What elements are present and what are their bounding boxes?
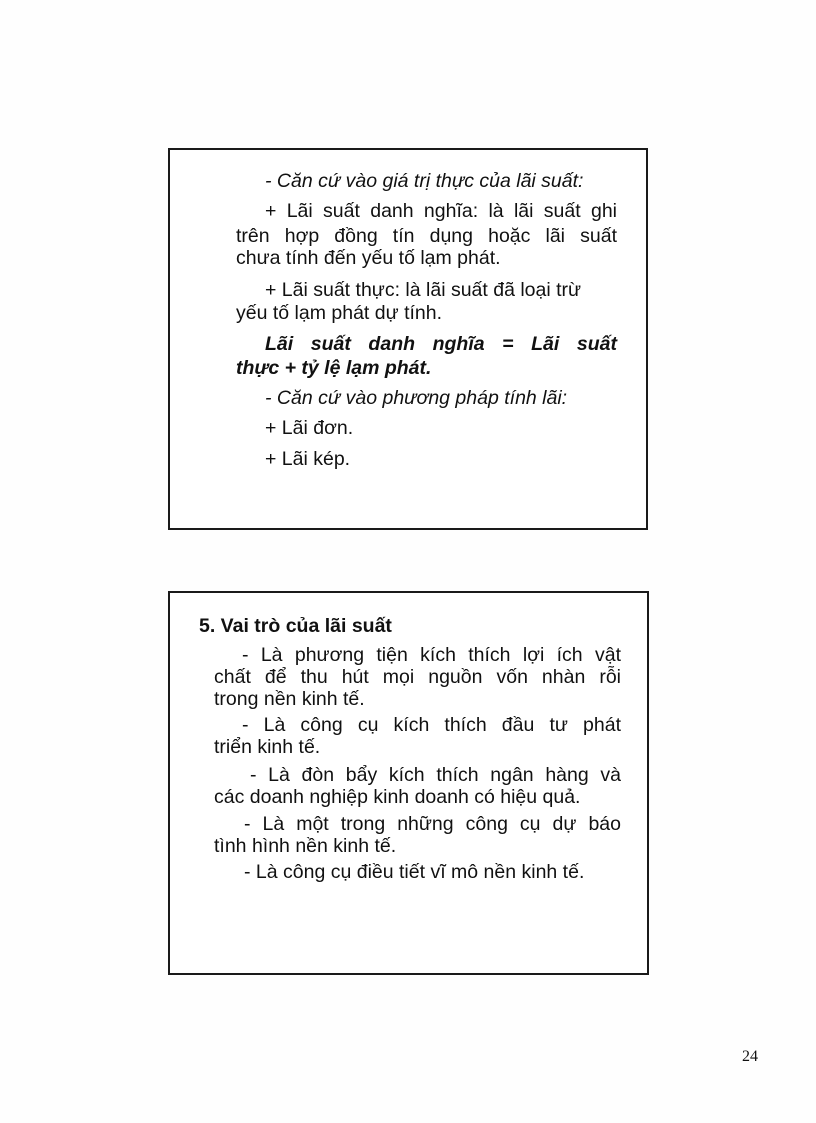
slide2-line-7: các doanh nghiệp kinh doanh có hiệu quả. — [214, 786, 581, 808]
slide2-line-8: - Là một trong những công cụ dự báo — [244, 813, 621, 835]
slide1-line-6: yếu tố lạm phát dự tính. — [236, 302, 443, 324]
slide1-line-3: trên hợp đồng tín dụng hoặc lãi suất — [236, 225, 617, 247]
slide1-line-10: + Lãi đơn. — [265, 417, 354, 439]
slide1-line-5: + Lãi suất thực: là lãi suất đã loại trừ — [265, 279, 582, 301]
slide2-line-1: - Là phương tiện kích thích lợi ích vật — [242, 644, 621, 666]
slide2-line-4: - Là công cụ kích thích đầu tư phát — [242, 714, 621, 736]
slide2-line-5: triển kinh tế. — [214, 736, 321, 758]
slide2-line-9: tình hình nền kinh tế. — [214, 835, 397, 857]
slide1-line-2: + Lãi suất danh nghĩa: là lãi suất ghi — [265, 200, 617, 222]
slide1-line-4: chưa tính đến yếu tố lạm phát. — [236, 247, 501, 269]
slide2-title: 5. Vai trò của lãi suất — [199, 615, 392, 637]
slide2-line-2: chất để thu hút mọi nguồn vốn nhàn rỗi — [214, 666, 621, 688]
slide1-formula-line-1: Lãi suất danh nghĩa = Lãi suất — [265, 333, 617, 355]
slide1-line-11: + Lãi kép. — [265, 448, 351, 470]
page-number: 24 — [742, 1048, 758, 1065]
slide2-line-10: - Là công cụ điều tiết vĩ mô nền kinh tế. — [244, 861, 585, 883]
slide1-formula-line-2: thực + tỷ lệ lạm phát. — [236, 357, 432, 379]
slide-2 — [168, 591, 649, 975]
slide-1 — [168, 148, 648, 530]
slide2-line-3: trong nền kinh tế. — [214, 688, 365, 710]
slide2-line-6: - Là đòn bẩy kích thích ngân hàng và — [250, 764, 621, 786]
slide1-line-1: - Căn cứ vào giá trị thực của lãi suất: — [265, 170, 584, 192]
slide1-line-9: - Căn cứ vào phương pháp tính lãi: — [265, 387, 568, 409]
